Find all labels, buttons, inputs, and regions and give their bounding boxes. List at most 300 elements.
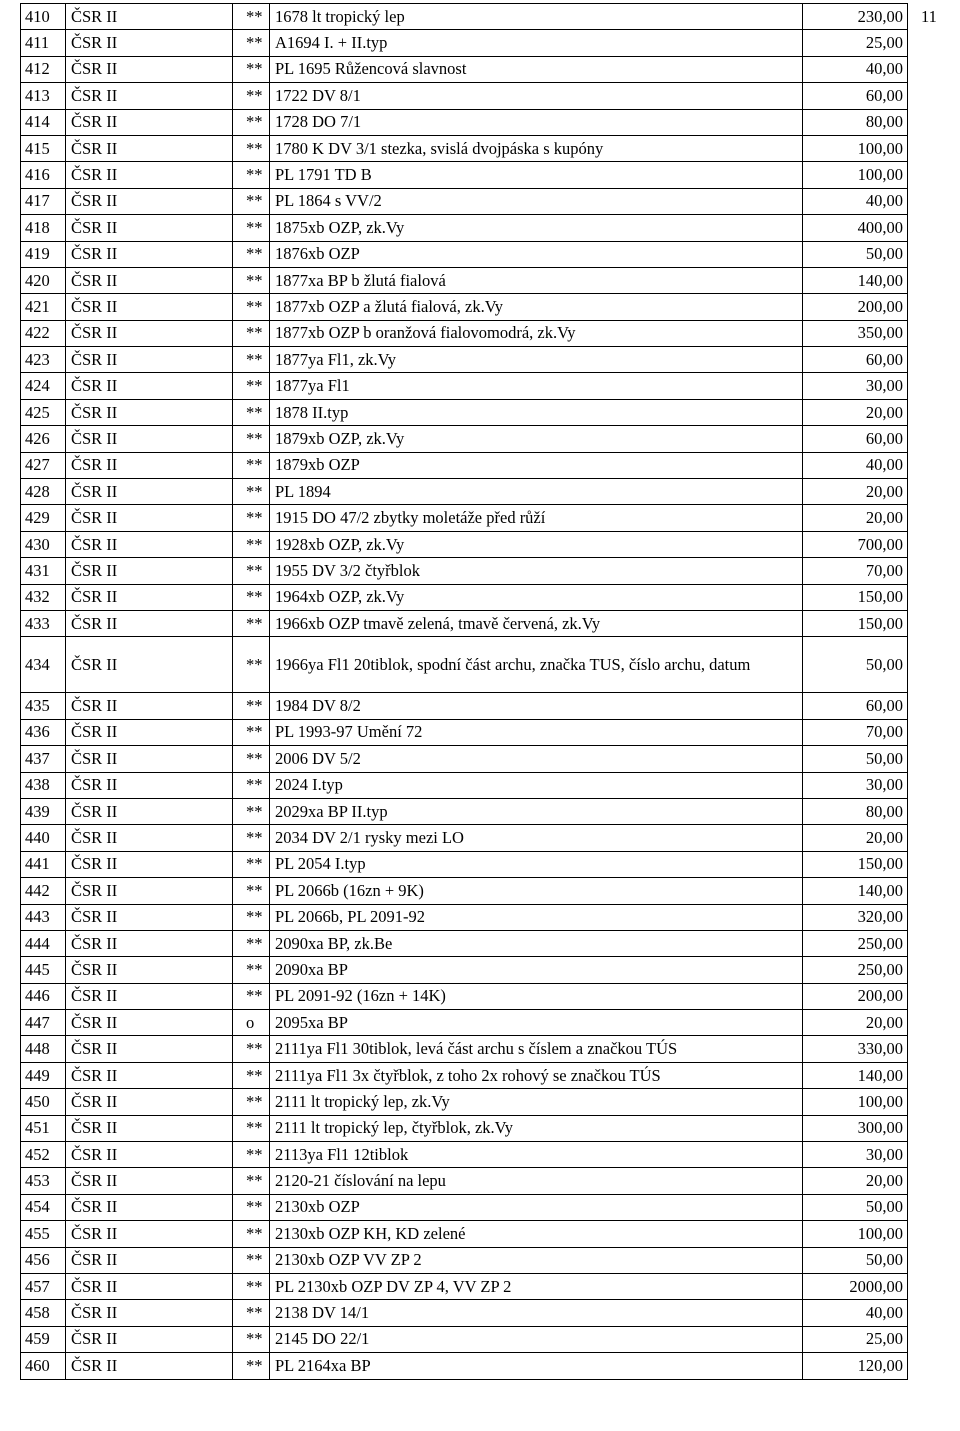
- condition-cell: **: [233, 983, 270, 1009]
- country-cell: ČSR II: [66, 215, 233, 241]
- condition-cell: **: [233, 452, 270, 478]
- table-row: [21, 746, 908, 772]
- lot-number: 449: [21, 1062, 66, 1088]
- description-cell: 1984 DV 8/2: [270, 693, 803, 719]
- country-cell: ČSR II: [66, 30, 233, 56]
- table-row: [21, 1062, 908, 1088]
- price-cell: 330,00: [803, 1036, 908, 1062]
- price-cell: 200,00: [803, 294, 908, 320]
- price-cell: 70,00: [803, 719, 908, 745]
- table-row: [21, 798, 908, 824]
- table-row: [21, 83, 908, 109]
- lot-number: 457: [21, 1273, 66, 1299]
- description-cell: 1678 lt tropický lep: [270, 4, 803, 30]
- description-cell: PL 1864 s VV/2: [270, 188, 803, 214]
- country-cell: ČSR II: [66, 558, 233, 584]
- table-row: [21, 1168, 908, 1194]
- price-cell: 300,00: [803, 1115, 908, 1141]
- condition-cell: **: [233, 347, 270, 373]
- lot-number: 413: [21, 83, 66, 109]
- table-row: [21, 851, 908, 877]
- lot-number: 460: [21, 1353, 66, 1379]
- lot-number: 428: [21, 479, 66, 505]
- description-cell: PL 1894: [270, 479, 803, 505]
- lot-number: 427: [21, 452, 66, 478]
- lot-number: 444: [21, 930, 66, 956]
- country-cell: ČSR II: [66, 426, 233, 452]
- country-cell: ČSR II: [66, 1221, 233, 1247]
- table-row: [21, 1326, 908, 1352]
- condition-cell: **: [233, 1036, 270, 1062]
- table-row: [21, 584, 908, 610]
- price-cell: 60,00: [803, 426, 908, 452]
- price-cell: 150,00: [803, 610, 908, 636]
- condition-cell: **: [233, 930, 270, 956]
- country-cell: ČSR II: [66, 241, 233, 267]
- country-cell: ČSR II: [66, 878, 233, 904]
- description-cell: PL 2066b, PL 2091-92: [270, 904, 803, 930]
- condition-cell: **: [233, 30, 270, 56]
- price-cell: 20,00: [803, 505, 908, 531]
- table-row: [21, 294, 908, 320]
- price-cell: 20,00: [803, 399, 908, 425]
- country-cell: ČSR II: [66, 719, 233, 745]
- table-row: [21, 399, 908, 425]
- price-cell: 50,00: [803, 241, 908, 267]
- price-cell: 150,00: [803, 851, 908, 877]
- lot-number: 458: [21, 1300, 66, 1326]
- table-row: [21, 610, 908, 636]
- table-row: [21, 1221, 908, 1247]
- table-row: [21, 772, 908, 798]
- condition-cell: **: [233, 479, 270, 505]
- description-cell: PL 2130xb OZP DV ZP 4, VV ZP 2: [270, 1273, 803, 1299]
- lot-number: 447: [21, 1010, 66, 1036]
- description-cell: 1878 II.typ: [270, 399, 803, 425]
- country-cell: ČSR II: [66, 162, 233, 188]
- description-cell: 1728 DO 7/1: [270, 109, 803, 135]
- description-cell: 2130xb OZP VV ZP 2: [270, 1247, 803, 1273]
- price-cell: 25,00: [803, 1326, 908, 1352]
- condition-cell: **: [233, 4, 270, 30]
- table-row: [21, 1089, 908, 1115]
- country-cell: ČSR II: [66, 109, 233, 135]
- table-row: [21, 558, 908, 584]
- country-cell: ČSR II: [66, 1010, 233, 1036]
- table-row: [21, 320, 908, 346]
- table-row: [21, 109, 908, 135]
- lot-number: 420: [21, 267, 66, 293]
- country-cell: ČSR II: [66, 1142, 233, 1168]
- lot-number: 453: [21, 1168, 66, 1194]
- price-cell: 30,00: [803, 1142, 908, 1168]
- price-cell: 250,00: [803, 957, 908, 983]
- description-cell: 1876xb OZP: [270, 241, 803, 267]
- table-row: [21, 188, 908, 214]
- description-cell: 2090xa BP, zk.Be: [270, 930, 803, 956]
- condition-cell: **: [233, 241, 270, 267]
- description-cell: 1966ya Fl1 20tiblok, spodní část archu, značka TUS, číslo archu, datum: [270, 637, 803, 693]
- description-cell: 2090xa BP: [270, 957, 803, 983]
- country-cell: ČSR II: [66, 188, 233, 214]
- price-cell: 100,00: [803, 135, 908, 161]
- country-cell: ČSR II: [66, 4, 233, 30]
- table-row: [21, 1115, 908, 1141]
- country-cell: ČSR II: [66, 610, 233, 636]
- price-cell: 60,00: [803, 693, 908, 719]
- price-cell: 50,00: [803, 637, 908, 693]
- table-row: [21, 1036, 908, 1062]
- description-cell: 1964xb OZP, zk.Vy: [270, 584, 803, 610]
- price-cell: 350,00: [803, 320, 908, 346]
- lot-number: 437: [21, 746, 66, 772]
- country-cell: ČSR II: [66, 267, 233, 293]
- lot-number: 431: [21, 558, 66, 584]
- condition-cell: **: [233, 1142, 270, 1168]
- condition-cell: **: [233, 215, 270, 241]
- description-cell: PL 2054 I.typ: [270, 851, 803, 877]
- lot-number: 423: [21, 347, 66, 373]
- description-cell: 2113ya Fl1 12tiblok: [270, 1142, 803, 1168]
- table-row: [21, 825, 908, 851]
- description-cell: 1877ya Fl1, zk.Vy: [270, 347, 803, 373]
- table-row: [21, 693, 908, 719]
- country-cell: ČSR II: [66, 1062, 233, 1088]
- condition-cell: **: [233, 1273, 270, 1299]
- table-row: [21, 426, 908, 452]
- lot-number: 436: [21, 719, 66, 745]
- condition-cell: **: [233, 162, 270, 188]
- lot-number: 422: [21, 320, 66, 346]
- lot-number: 411: [21, 30, 66, 56]
- condition-cell: **: [233, 1300, 270, 1326]
- country-cell: ČSR II: [66, 1194, 233, 1220]
- lot-number: 412: [21, 56, 66, 82]
- lot-number: 452: [21, 1142, 66, 1168]
- table-row: [21, 4, 908, 30]
- lot-number: 418: [21, 215, 66, 241]
- condition-cell: **: [233, 399, 270, 425]
- country-cell: ČSR II: [66, 693, 233, 719]
- country-cell: ČSR II: [66, 83, 233, 109]
- condition-cell: **: [233, 426, 270, 452]
- country-cell: ČSR II: [66, 1273, 233, 1299]
- table-row: [21, 1194, 908, 1220]
- price-cell: 140,00: [803, 267, 908, 293]
- country-cell: ČSR II: [66, 452, 233, 478]
- lot-number: 456: [21, 1247, 66, 1273]
- condition-cell: **: [233, 56, 270, 82]
- lot-number: 416: [21, 162, 66, 188]
- table-row: [21, 1142, 908, 1168]
- table-row: [21, 267, 908, 293]
- condition-cell: **: [233, 825, 270, 851]
- country-cell: ČSR II: [66, 1089, 233, 1115]
- condition-cell: **: [233, 135, 270, 161]
- price-cell: 40,00: [803, 452, 908, 478]
- price-cell: 100,00: [803, 1089, 908, 1115]
- description-cell: 1877ya Fl1: [270, 373, 803, 399]
- price-cell: 40,00: [803, 1300, 908, 1326]
- lot-number: 414: [21, 109, 66, 135]
- description-cell: PL 1993-97 Umění 72: [270, 719, 803, 745]
- table-row: [21, 904, 908, 930]
- price-cell: 60,00: [803, 347, 908, 373]
- country-cell: ČSR II: [66, 399, 233, 425]
- description-cell: 1966xb OZP tmavě zelená, tmavě červená, zk.Vy: [270, 610, 803, 636]
- lot-number: 429: [21, 505, 66, 531]
- condition-cell: **: [233, 798, 270, 824]
- condition-cell: **: [233, 957, 270, 983]
- lot-number: 430: [21, 531, 66, 557]
- country-cell: ČSR II: [66, 983, 233, 1009]
- lot-number: 448: [21, 1036, 66, 1062]
- price-cell: 40,00: [803, 56, 908, 82]
- description-cell: 2130xb OZP KH, KD zelené: [270, 1221, 803, 1247]
- description-cell: 1877xa BP b žlutá fialová: [270, 267, 803, 293]
- lot-number: 442: [21, 878, 66, 904]
- description-cell: 1955 DV 3/2 čtyřblok: [270, 558, 803, 584]
- description-cell: 1928xb OZP, zk.Vy: [270, 531, 803, 557]
- country-cell: ČSR II: [66, 798, 233, 824]
- lot-number: 450: [21, 1089, 66, 1115]
- description-cell: 2111 lt tropický lep, zk.Vy: [270, 1089, 803, 1115]
- lot-number: 438: [21, 772, 66, 798]
- lot-number: 435: [21, 693, 66, 719]
- country-cell: ČSR II: [66, 904, 233, 930]
- price-cell: 60,00: [803, 83, 908, 109]
- condition-cell: **: [233, 558, 270, 584]
- price-cell: 40,00: [803, 188, 908, 214]
- table-row: [21, 162, 908, 188]
- country-cell: ČSR II: [66, 851, 233, 877]
- lot-number: 419: [21, 241, 66, 267]
- country-cell: ČSR II: [66, 505, 233, 531]
- description-cell: 1877xb OZP b oranžová fialovomodrá, zk.Vy: [270, 320, 803, 346]
- price-cell: 140,00: [803, 1062, 908, 1088]
- price-cell: 20,00: [803, 825, 908, 851]
- lot-number: 441: [21, 851, 66, 877]
- lot-number: 424: [21, 373, 66, 399]
- table-row: [21, 1273, 908, 1299]
- table-row: [21, 452, 908, 478]
- country-cell: ČSR II: [66, 1300, 233, 1326]
- lot-number: 459: [21, 1326, 66, 1352]
- lot-number: 415: [21, 135, 66, 161]
- description-cell: 1877xb OZP a žlutá fialová, zk.Vy: [270, 294, 803, 320]
- price-cell: 400,00: [803, 215, 908, 241]
- condition-cell: **: [233, 320, 270, 346]
- table-row: [21, 930, 908, 956]
- description-cell: PL 1695 Růžencová slavnost: [270, 56, 803, 82]
- condition-cell: **: [233, 294, 270, 320]
- catalog-body: [21, 4, 908, 1380]
- condition-cell: **: [233, 851, 270, 877]
- price-cell: 80,00: [803, 798, 908, 824]
- price-cell: 30,00: [803, 373, 908, 399]
- price-cell: 25,00: [803, 30, 908, 56]
- country-cell: ČSR II: [66, 1168, 233, 1194]
- lot-number: 421: [21, 294, 66, 320]
- price-cell: 50,00: [803, 1194, 908, 1220]
- country-cell: ČSR II: [66, 56, 233, 82]
- lot-number: 454: [21, 1194, 66, 1220]
- description-cell: 2029xa BP II.typ: [270, 798, 803, 824]
- country-cell: ČSR II: [66, 772, 233, 798]
- condition-cell: **: [233, 1326, 270, 1352]
- lot-number: 451: [21, 1115, 66, 1141]
- table-row: [21, 30, 908, 56]
- lot-number: 432: [21, 584, 66, 610]
- condition-cell: **: [233, 584, 270, 610]
- country-cell: ČSR II: [66, 479, 233, 505]
- condition-cell: **: [233, 693, 270, 719]
- condition-cell: **: [233, 746, 270, 772]
- condition-cell: **: [233, 1353, 270, 1379]
- catalog-table: [20, 3, 908, 1380]
- table-row: [21, 878, 908, 904]
- description-cell: 2145 DO 22/1: [270, 1326, 803, 1352]
- table-row: [21, 373, 908, 399]
- condition-cell: **: [233, 188, 270, 214]
- price-cell: 20,00: [803, 479, 908, 505]
- country-cell: ČSR II: [66, 373, 233, 399]
- price-cell: 70,00: [803, 558, 908, 584]
- description-cell: 2130xb OZP: [270, 1194, 803, 1220]
- table-row: [21, 505, 908, 531]
- price-cell: 50,00: [803, 746, 908, 772]
- condition-cell: **: [233, 1062, 270, 1088]
- lot-number: 410: [21, 4, 66, 30]
- country-cell: ČSR II: [66, 637, 233, 693]
- description-cell: 1915 DO 47/2 zbytky moletáže před růží: [270, 505, 803, 531]
- description-cell: 2006 DV 5/2: [270, 746, 803, 772]
- table-row: [21, 983, 908, 1009]
- description-cell: 2111ya Fl1 30tiblok, levá část archu s číslem a značkou TÚS: [270, 1036, 803, 1062]
- condition-cell: o: [233, 1010, 270, 1036]
- price-cell: 20,00: [803, 1168, 908, 1194]
- country-cell: ČSR II: [66, 135, 233, 161]
- country-cell: ČSR II: [66, 531, 233, 557]
- description-cell: 1780 K DV 3/1 stezka, svislá dvojpáska s kupóny: [270, 135, 803, 161]
- description-cell: 1879xb OZP, zk.Vy: [270, 426, 803, 452]
- lot-number: 425: [21, 399, 66, 425]
- price-cell: 100,00: [803, 1221, 908, 1247]
- table-row: [21, 135, 908, 161]
- condition-cell: **: [233, 83, 270, 109]
- condition-cell: **: [233, 772, 270, 798]
- table-row: [21, 479, 908, 505]
- description-cell: 2034 DV 2/1 rysky mezi LO: [270, 825, 803, 851]
- description-cell: 1722 DV 8/1: [270, 83, 803, 109]
- table-row: [21, 215, 908, 241]
- table-row: [21, 347, 908, 373]
- price-cell: 140,00: [803, 878, 908, 904]
- price-cell: 2000,00: [803, 1273, 908, 1299]
- country-cell: ČSR II: [66, 1353, 233, 1379]
- price-cell: 120,00: [803, 1353, 908, 1379]
- price-cell: 30,00: [803, 772, 908, 798]
- condition-cell: **: [233, 109, 270, 135]
- country-cell: ČSR II: [66, 584, 233, 610]
- condition-cell: **: [233, 1115, 270, 1141]
- condition-cell: **: [233, 1168, 270, 1194]
- description-cell: 2111ya Fl1 3x čtyřblok, z toho 2x rohový se značkou TÚS: [270, 1062, 803, 1088]
- country-cell: ČSR II: [66, 957, 233, 983]
- country-cell: ČSR II: [66, 930, 233, 956]
- price-cell: 100,00: [803, 162, 908, 188]
- condition-cell: **: [233, 531, 270, 557]
- country-cell: ČSR II: [66, 294, 233, 320]
- condition-cell: **: [233, 505, 270, 531]
- description-cell: 2111 lt tropický lep, čtyřblok, zk.Vy: [270, 1115, 803, 1141]
- table-row: [21, 531, 908, 557]
- page-number: 11: [921, 7, 937, 26]
- table-row: [21, 637, 908, 693]
- price-cell: 20,00: [803, 1010, 908, 1036]
- price-cell: 320,00: [803, 904, 908, 930]
- country-cell: ČSR II: [66, 320, 233, 346]
- lot-number: 445: [21, 957, 66, 983]
- country-cell: ČSR II: [66, 746, 233, 772]
- condition-cell: **: [233, 1247, 270, 1273]
- description-cell: 2138 DV 14/1: [270, 1300, 803, 1326]
- condition-cell: **: [233, 1194, 270, 1220]
- lot-number: 426: [21, 426, 66, 452]
- description-cell: PL 2066b (16zn + 9K): [270, 878, 803, 904]
- condition-cell: **: [233, 1221, 270, 1247]
- country-cell: ČSR II: [66, 1247, 233, 1273]
- table-row: [21, 241, 908, 267]
- condition-cell: **: [233, 878, 270, 904]
- condition-cell: **: [233, 637, 270, 693]
- lot-number: 443: [21, 904, 66, 930]
- price-cell: 230,00: [803, 4, 908, 30]
- table-row: [21, 1010, 908, 1036]
- price-cell: 80,00: [803, 109, 908, 135]
- description-cell: 2095xa BP: [270, 1010, 803, 1036]
- lot-number: 433: [21, 610, 66, 636]
- country-cell: ČSR II: [66, 1036, 233, 1062]
- lot-number: 439: [21, 798, 66, 824]
- price-cell: 150,00: [803, 584, 908, 610]
- lot-number: 434: [21, 637, 66, 693]
- country-cell: ČSR II: [66, 347, 233, 373]
- lot-number: 455: [21, 1221, 66, 1247]
- table-row: [21, 957, 908, 983]
- table-row: [21, 1353, 908, 1379]
- lot-number: 417: [21, 188, 66, 214]
- price-cell: 200,00: [803, 983, 908, 1009]
- price-cell: 250,00: [803, 930, 908, 956]
- condition-cell: **: [233, 610, 270, 636]
- condition-cell: **: [233, 373, 270, 399]
- country-cell: ČSR II: [66, 825, 233, 851]
- condition-cell: **: [233, 1089, 270, 1115]
- country-cell: ČSR II: [66, 1326, 233, 1352]
- country-cell: ČSR II: [66, 1115, 233, 1141]
- table-row: [21, 56, 908, 82]
- price-cell: 700,00: [803, 531, 908, 557]
- description-cell: 2024 I.typ: [270, 772, 803, 798]
- description-cell: 2120-21 číslování na lepu: [270, 1168, 803, 1194]
- condition-cell: **: [233, 267, 270, 293]
- table-row: [21, 1247, 908, 1273]
- description-cell: 1875xb OZP, zk.Vy: [270, 215, 803, 241]
- description-cell: PL 2164xa BP: [270, 1353, 803, 1379]
- description-cell: A1694 I. + II.typ: [270, 30, 803, 56]
- price-cell: 50,00: [803, 1247, 908, 1273]
